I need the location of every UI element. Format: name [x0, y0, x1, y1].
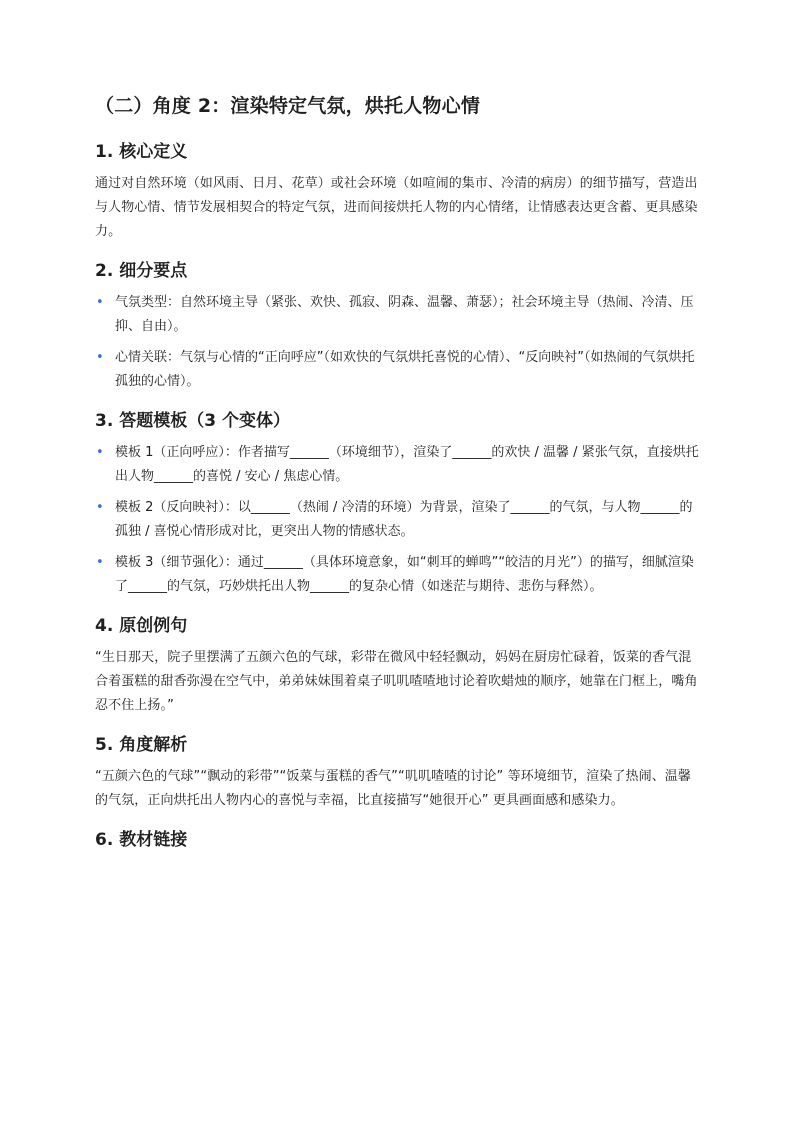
list-item — [95, 551, 700, 599]
list-item — [95, 291, 700, 339]
section-paragraph: “生日那天，院子里摆满了五颜六色的气球，彩带在微风中轻轻飘动，妈妈在厨房忙碌着，饭菜的香气混合着蛋糕的甜香弥漫在空气中，弟弟妹妹围着桌子叽叽喳喳地讨论着吹蜡烛的顺序，她靠在门框上，嘴角忍不住上扬。” — [95, 650, 698, 713]
bullet-list — [95, 291, 700, 394]
list-item-text: 模板 2（反向映衬）：以______（热闹 / 冷清的环境）为背景，渲染了______的气氛，与人物______的孤独 / 喜悦心情形成对比，更突出人物的情感状态。 — [115, 500, 693, 539]
list-item — [95, 346, 700, 394]
bullet-dot-icon: • — [96, 555, 104, 570]
list-item-text: 心情关联：气氛与心情的“正向呼应”（如欢快的气氛烘托喜悦的心情）、“反向映衬”（如热闹的气氛烘托孤独的心情）。 — [115, 350, 695, 389]
list-item-text: 模板 1（正向呼应）：作者描写______（环境细节），渲染了______的欢快 / 温馨 / 紧张气氛，直接烘托出人物______的喜悦 / 安心 / 焦虑心情。 — [115, 445, 699, 484]
section-paragraph: 通过对自然环境（如风雨、日月、花草）或社会环境（如喧闹的集市、冷清的病房）的细节描写，营造出与人物心情、情节发展相契合的特定气氛，进而间接烘托人物的内心情绪，让情感表达更含蓄、更具感染力。 — [95, 176, 698, 239]
page-title: （二）角度 2：渲染特定气氛，烘托人物心情 — [95, 95, 481, 117]
bullet-dot-icon: • — [96, 295, 104, 310]
section-heading: 5. 角度解析 — [95, 735, 188, 755]
bullet-list — [95, 441, 700, 599]
section-original-example — [95, 613, 700, 718]
section-heading: 3. 答题模板（3 个变体） — [95, 411, 290, 431]
section-heading: 6. 教材链接 — [95, 830, 188, 850]
section-textbook-link — [95, 827, 700, 853]
list-item — [95, 441, 700, 489]
bullet-dot-icon: • — [96, 350, 104, 365]
section-key-points — [95, 258, 700, 394]
section-heading: 1. 核心定义 — [95, 142, 188, 162]
section-heading: 2. 细分要点 — [95, 261, 188, 281]
document-content — [95, 92, 700, 867]
list-item-text: 模板 3（细节强化）：通过______（具体环境意象，如“刺耳的蝉鸣”“皎洁的月光”）的描写，细腻渲染了______的气氛，巧妙烘托出人物______的复杂心情（如迷茫与期待、悲伤与释然）。 — [115, 555, 694, 594]
bullet-dot-icon: • — [96, 500, 104, 515]
section-analysis — [95, 732, 700, 813]
list-item — [95, 496, 700, 544]
section-answer-templates — [95, 408, 700, 599]
section-core-definition — [95, 139, 700, 244]
list-item-text: 气氛类型：自然环境主导（紧张、欢快、孤寂、阴森、温馨、萧瑟）；社会环境主导（热闹、冷清、压抑、自由）。 — [115, 295, 694, 334]
section-paragraph: “五颜六色的气球”“飘动的彩带”“饭菜与蛋糕的香气”“叽叽喳喳的讨论” 等环境细节，渲染了热闹、温馨的气氛，正向烘托出人物内心的喜悦与幸福，比直接描写“她很开心” 更具画面感和感染力。 — [95, 769, 692, 808]
bullet-dot-icon: • — [96, 445, 104, 460]
section-heading: 4. 原创例句 — [95, 616, 188, 636]
